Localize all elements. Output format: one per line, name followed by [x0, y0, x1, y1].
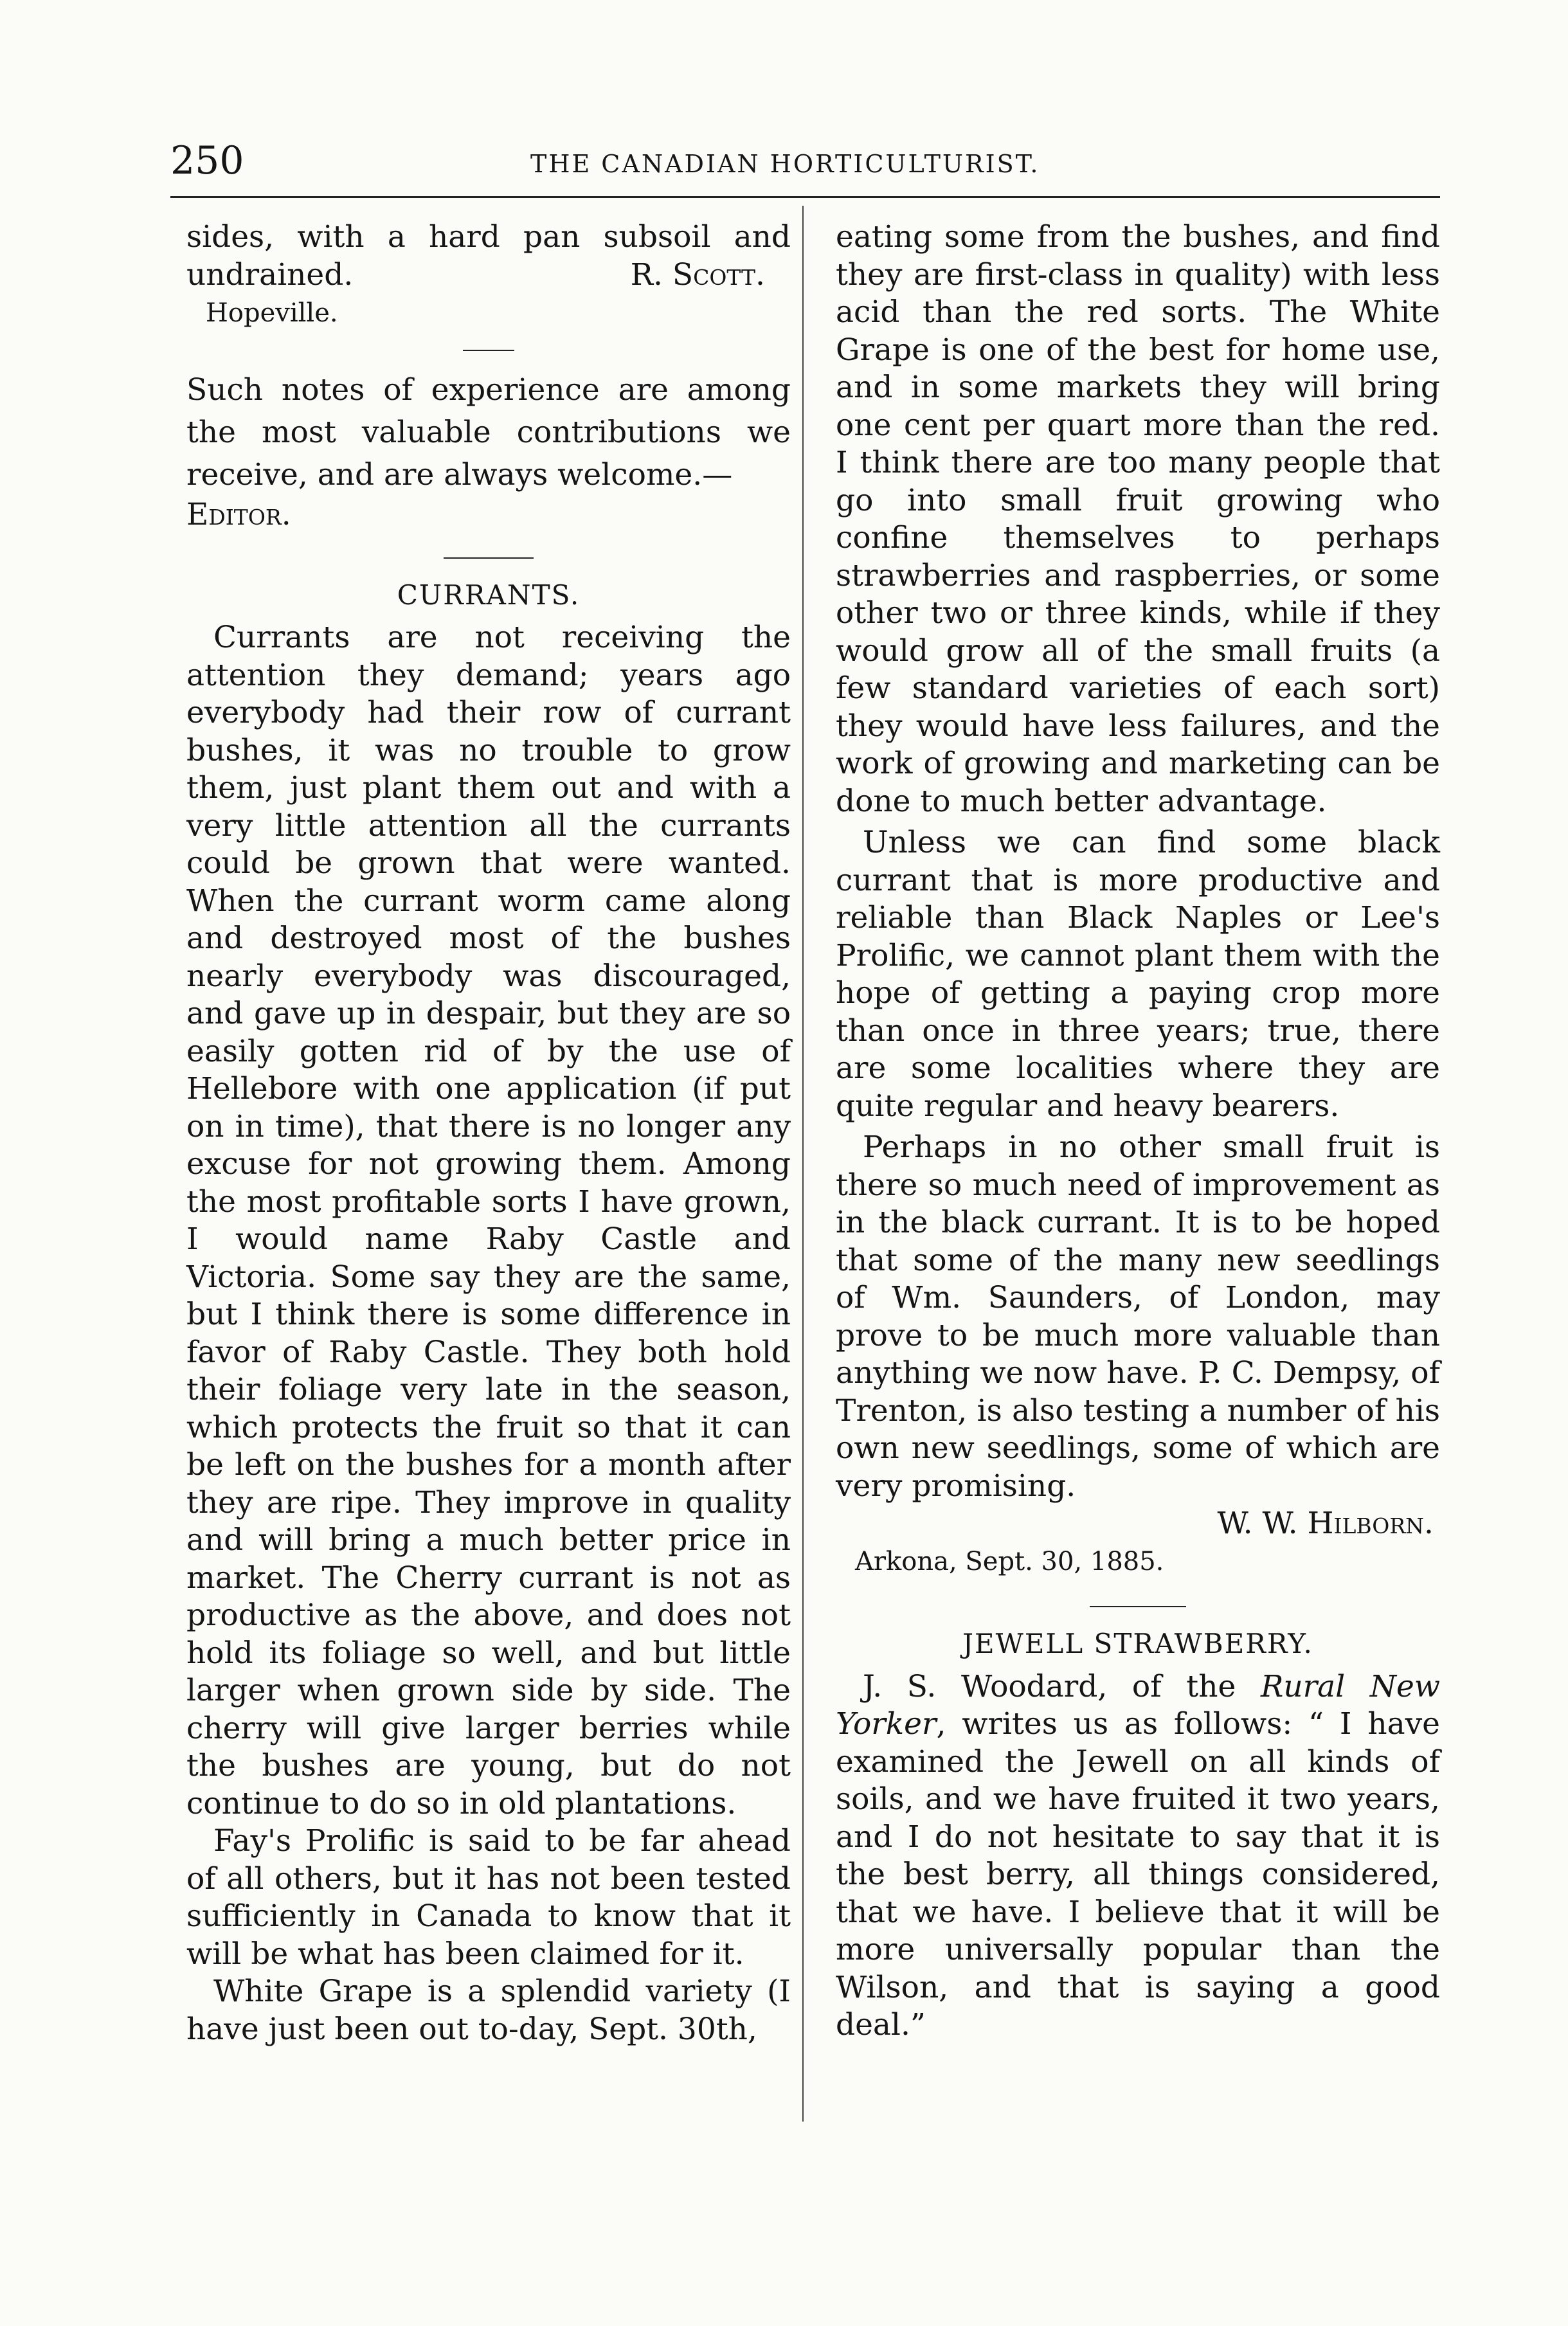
letter-place: Hopeville.: [206, 298, 338, 328]
separator-rule: [444, 557, 534, 559]
section-title-jewell-strawberry: JEWELL STRAWBERRY.: [962, 1628, 1313, 1659]
running-title: THE CANADIAN HORTICULTURIST.: [530, 150, 1040, 178]
header-rule: [170, 196, 1440, 198]
page-number: 250: [170, 138, 244, 183]
currants-paragraph-continued: eating some from the bushes, and find they are first-class in quality) with less acid than the red sorts. The White Grape is one of the best for home use, and in some markets they will bring one cent per quart more than the red. I think there are too many people that go into small fruit growing who confine themselves to perhaps strawberries and raspberries, or some other two or three kinds, while if they would grow all of the small fruits (a few standard varieties of each sort) they would have less failures, and the work of growing and marketing can be done to much better advantage.: [836, 219, 1440, 819]
author-signature: W. W. Hilborn.: [1217, 1506, 1434, 1541]
currants-paragraph: Perhaps in no other small fruit is there so much need of improvement as in the black currant. It is to be hoped that some of the many new seedlings of Wm. Saunders, of London, may prove to be much more valuable than anything we now have. P. C. Dempsy, of Trenton, is also testing a number of his own new seedlings, some of which are very promising.: [836, 1130, 1440, 1504]
page-header: [170, 138, 1440, 190]
letter-closing-text: sides, with a hard pan subsoil and undrained.: [186, 219, 791, 293]
editor-note: Such notes of experience are among the most valuable contributions we receive, and are always welcome.—: [186, 372, 791, 492]
left-column: [186, 219, 791, 2048]
currants-paragraph: White Grape is a splendid variety (I have just been out to-day, Sept. 30th,: [186, 1974, 791, 2047]
currants-paragraph: Unless we can find some black currant that is more productive and reliable than Black Naples or Lee's Prolific, we cannot plant them with the hope of getting a paying crop more than once in three years; true, there are some localities where they are quite regular and heavy bearers.: [836, 825, 1440, 1124]
currants-paragraph: Currants are not receiving the attention they demand; years ago everybody had their row of currant bushes, it was no trouble to grow them, just plant them out and with a very little attention all the currants could be grown that were wanted. When the currant worm came along and destroyed most of the bushes nearly everybody was discouraged, and gave up in despair, but they are so easily gotten rid of by the use of Hellebore with one application (if put on in time), that there is no longer any excuse for not growing them. Among the most profitable sorts I have grown, I would name Raby Castle and Victoria. Some say they are the same, but I think there is some difference in favor of Raby Castle. They both hold their foliage very late in the season, which protects the fruit so that it can be left on the bushes for a month after they are ripe. They improve in quality and will bring a much better price in market. The Cherry currant is not as productive as the above, and does not hold its foliage so well, and but little larger when grown side by side. The cherry will give larger berries while the bushes are young, but do not continue to do so in old plantations.: [186, 620, 791, 1821]
separator-rule: [463, 350, 514, 351]
editor-signature: Editor.: [186, 497, 291, 532]
right-column: [836, 219, 1440, 2044]
place-date: Arkona, Sept. 30, 1885.: [855, 1546, 1164, 1576]
section-title-currants: CURRANTS.: [397, 579, 581, 611]
column-divider: [802, 206, 804, 2122]
letter-signature: R. Scott.: [630, 257, 765, 293]
separator-rule: [1090, 1606, 1186, 1607]
jewell-paragraph: [836, 1668, 1440, 2044]
jewell-text-start: J. S. Woodard, of the: [863, 1668, 1261, 1704]
currants-paragraph: Fay's Prolific is said to be far ahead of all others, but it has not been tested sufficiently in Canada to know that it will be what has been claimed for it.: [186, 1823, 791, 1972]
jewell-text-end: , writes us as follows: “ I have examined the Jewell on all kinds of soils, and we have fruited it two years, and I do not hesitate to say that it is the best berry, all things considered, that we have. I believe that it will be more universally popular than the Wilson, and that is saying a good deal.”: [836, 1706, 1440, 2042]
publication-title: Rural New Yorker: [836, 1668, 1440, 1742]
